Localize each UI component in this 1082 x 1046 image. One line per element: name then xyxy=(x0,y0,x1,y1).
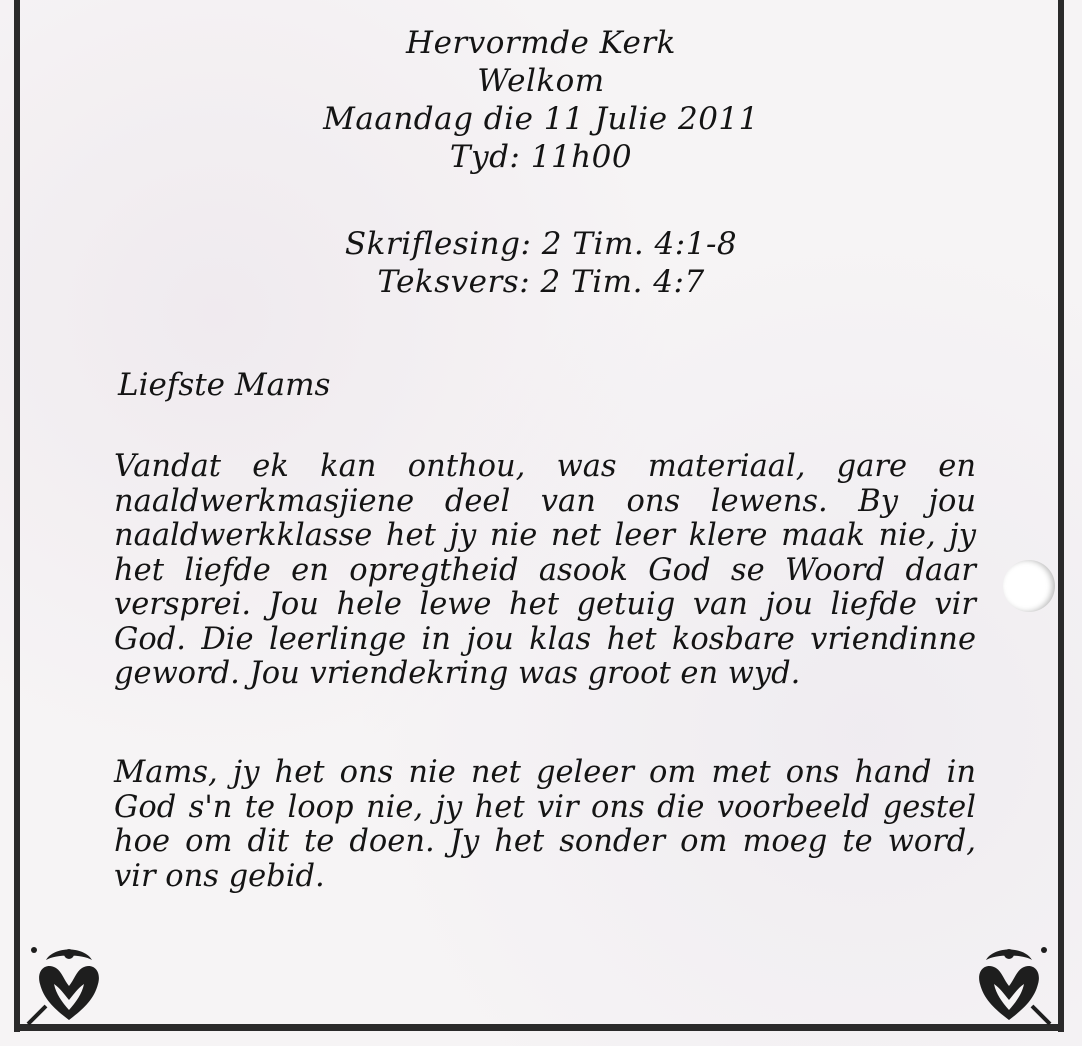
scripture-reading: Skriflesing: 2 Tim. 4:1-8 xyxy=(344,226,738,262)
letter-paragraph-2 xyxy=(114,756,976,894)
church-location: Welkom xyxy=(477,63,605,99)
paragraph-line: vir ons gebid. xyxy=(114,858,325,894)
frame-border-left xyxy=(14,0,20,1032)
paragraph-line: God s'n te loop nie, jy het vir ons die voorbeeld gestel xyxy=(114,789,976,825)
binder-hole xyxy=(1003,560,1055,612)
service-date: Maandag die 11 Julie 2011 xyxy=(323,101,759,137)
text-verse: Teksvers: 2 Tim. 4:7 xyxy=(377,264,705,300)
service-time: Tyd: 11h00 xyxy=(449,139,633,175)
frame-border-right xyxy=(1058,0,1064,1032)
fleur-ornament-icon xyxy=(966,940,1052,1026)
letter-salutation: Liefste Mams xyxy=(118,367,331,403)
letter-paragraph-1 xyxy=(114,450,976,692)
paragraph-line: Vandat ek kan onthou, was materiaal, gare en xyxy=(114,449,976,484)
fleur-ornament-icon xyxy=(26,940,112,1026)
paragraph-line: naaldwerkklasse het jy nie net leer klere maak nie, jy xyxy=(114,518,976,553)
frame-border-bottom xyxy=(14,1024,1064,1031)
paragraph-line: versprei. Jou hele lewe het getuig van jou liefde vir xyxy=(114,587,976,622)
scripture-block xyxy=(200,225,882,301)
church-name: Hervormde Kerk xyxy=(406,25,676,61)
paragraph-line: naaldwerkmasjiene deel van ons lewens. By jou xyxy=(114,483,976,519)
paragraph-line: Mams, jy het ons nie net geleer om met ons hand in xyxy=(114,755,976,790)
paragraph-line: God. Die leerlinge in jou klas het kosbare vriendinne xyxy=(114,621,976,657)
paragraph-line: hoe om dit te doen. Jy het sonder om moeg te word, xyxy=(114,824,976,859)
paragraph-line: het liefde en opregtheid asook God se Woord daar xyxy=(114,552,976,588)
service-header xyxy=(200,24,882,176)
paragraph-line: geword. Jou vriendekring was groot en wyd. xyxy=(114,656,801,691)
